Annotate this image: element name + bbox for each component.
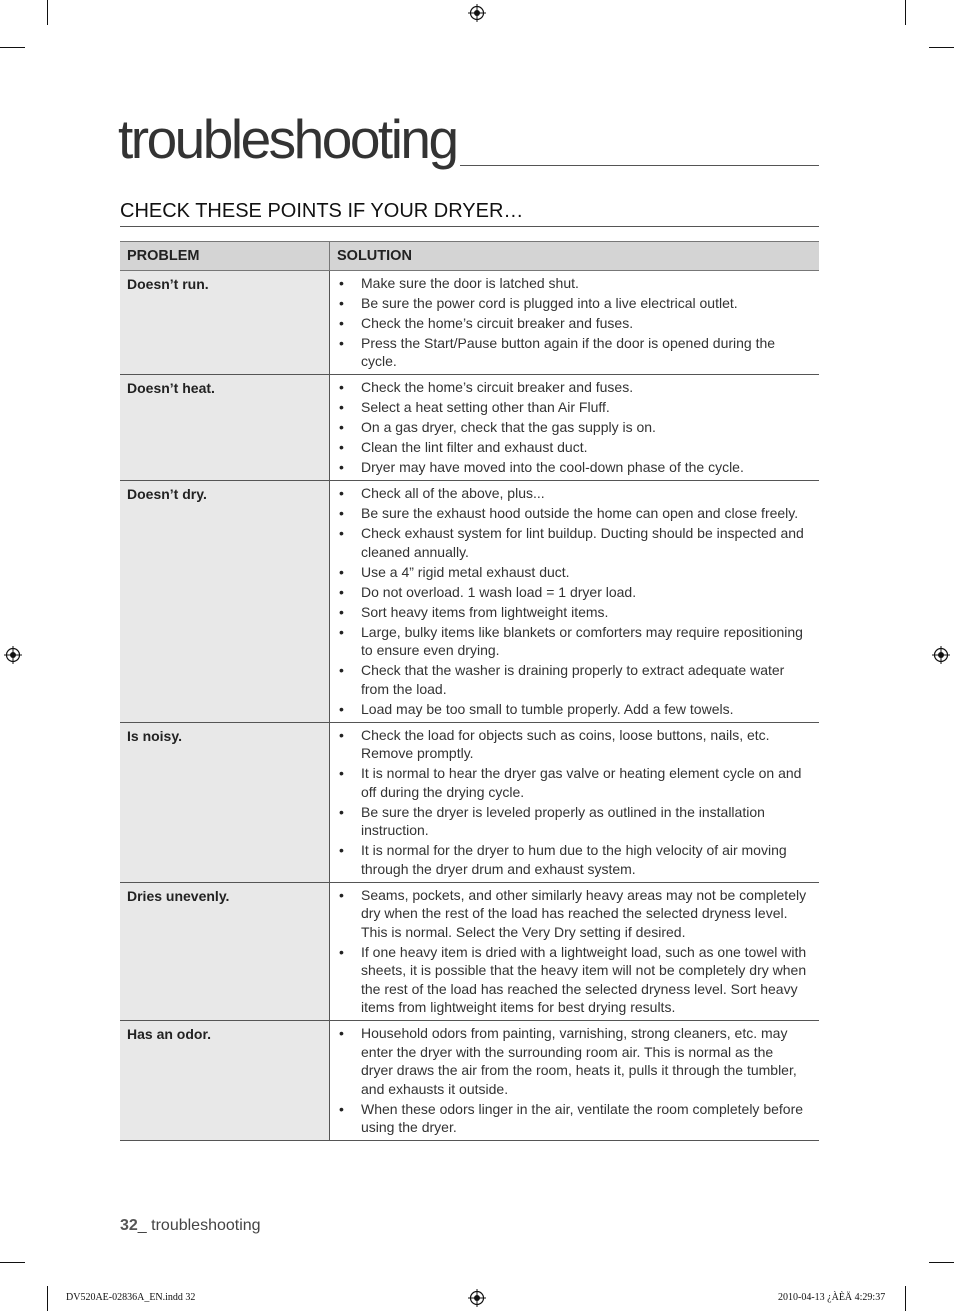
- list-item: • Household odors from painting, varnishing, strong cleaners, etc. may enter the dryer with the surrounding room air. This is normal as the dryer draws the air from the room, heats it, pulls it through the tumbler, and exhausts it outside.: [337, 1024, 807, 1098]
- section-heading: CHECK THESE POINTS IF YOUR DRYER…: [120, 200, 524, 222]
- registration-mark-icon: [4, 646, 22, 664]
- list-item: • Sort heavy items from lightweight items.: [337, 603, 807, 622]
- list-item: • Load may be too small to tumble properly. Add a few towels.: [337, 700, 807, 719]
- problem-cell: Has an odor.: [120, 1021, 330, 1141]
- list-item: • Press the Start/Pause button again if the door is opened during the cycle.: [337, 334, 807, 371]
- page-footer: [120, 1217, 261, 1235]
- list-item: • Seams, pockets, and other similarly heavy areas may not be completely dry when the rest of the load has reached the selected dryness level. This is normal. Select the Very Dry setting if desired.: [337, 886, 807, 942]
- solution-list: [337, 378, 807, 477]
- table-row: [120, 375, 819, 481]
- table-body: [120, 270, 819, 1141]
- solution-cell: [330, 1021, 820, 1141]
- list-item: • It is normal for the dryer to hum due to the high velocity of air moving through the dryer drum and exhaust system.: [337, 841, 807, 878]
- table-row: [120, 1021, 819, 1141]
- header-problem: PROBLEM: [120, 242, 330, 271]
- table-header-row: [120, 242, 819, 271]
- list-item: • Be sure the dryer is leveled properly as outlined in the installation instruction.: [337, 803, 807, 840]
- crop-mark: [905, 0, 906, 25]
- problem-cell: Doesn’t heat.: [120, 375, 330, 481]
- list-item: • Do not overload. 1 wash load = 1 dryer load.: [337, 583, 807, 602]
- table-row: [120, 722, 819, 882]
- problem-cell: Dries unevenly.: [120, 882, 330, 1021]
- footer-section-label: _ troubleshooting: [137, 1217, 261, 1234]
- list-item: • Use a 4” rigid metal exhaust duct.: [337, 563, 807, 582]
- solution-cell: [330, 722, 820, 882]
- list-item: • Check the home’s circuit breaker and fuses.: [337, 314, 807, 333]
- list-item: • On a gas dryer, check that the gas supply is on.: [337, 418, 807, 437]
- list-item: • Dryer may have moved into the cool-down phase of the cycle.: [337, 458, 807, 477]
- print-slug-file: DV520AE-02836A_EN.indd 32: [66, 1292, 196, 1303]
- problem-cell: Is noisy.: [120, 722, 330, 882]
- list-item: • Check all of the above, plus...: [337, 484, 807, 503]
- list-item: • If one heavy item is dried with a lightweight load, such as one towel with sheets, it is possible that the heavy item will not be completely dry when the rest of the load has reached the selected dryness level. Sort heavy items from lightweight items for best drying results.: [337, 943, 807, 1017]
- list-item: • Select a heat setting other than Air Fluff.: [337, 398, 807, 417]
- crop-mark: [905, 1286, 906, 1311]
- header-solution: SOLUTION: [330, 242, 820, 271]
- list-item: • Check the load for objects such as coins, loose buttons, nails, etc. Remove promptly.: [337, 726, 807, 763]
- list-item: • Check that the washer is draining properly to extract adequate water from the load.: [337, 661, 807, 698]
- list-item: • Be sure the power cord is plugged into a live electrical outlet.: [337, 294, 807, 313]
- list-item: • When these odors linger in the air, ventilate the room completely before using the dryer.: [337, 1100, 807, 1137]
- section-rule: [120, 226, 819, 227]
- title-rule: [460, 165, 819, 166]
- crop-mark: [929, 1262, 954, 1263]
- registration-mark-icon: [468, 4, 486, 22]
- list-item: • Check the home’s circuit breaker and fuses.: [337, 378, 807, 397]
- list-item: • Make sure the door is latched shut.: [337, 274, 807, 293]
- solution-cell: [330, 882, 820, 1021]
- problem-cell: Doesn’t run.: [120, 270, 330, 375]
- registration-mark-icon: [932, 646, 950, 664]
- page-title: troubleshooting: [118, 108, 457, 170]
- solution-list: [337, 274, 807, 371]
- list-item: • Clean the lint filter and exhaust duct.: [337, 438, 807, 457]
- solution-cell: [330, 270, 820, 375]
- list-item: • Be sure the exhaust hood outside the home can open and close freely.: [337, 504, 807, 523]
- crop-mark: [47, 0, 48, 25]
- crop-mark: [0, 47, 25, 48]
- solution-cell: [330, 375, 820, 481]
- solution-list: [337, 726, 807, 879]
- troubleshooting-table: [120, 241, 819, 1141]
- list-item: • Large, bulky items like blankets or comforters may require repositioning to ensure even drying.: [337, 623, 807, 660]
- crop-mark: [0, 1262, 25, 1263]
- registration-mark-icon: [468, 1289, 486, 1307]
- table-row: [120, 270, 819, 375]
- solution-list: [337, 484, 807, 718]
- print-slug-timestamp: 2010-04-13 ¿ÀÈÄ 4:29:37: [778, 1292, 886, 1303]
- page-number: 32: [120, 1217, 138, 1234]
- table-row: [120, 882, 819, 1021]
- list-item: • Check exhaust system for lint buildup. Ducting should be inspected and cleaned annually.: [337, 524, 807, 561]
- crop-mark: [47, 1286, 48, 1311]
- problem-cell: Doesn’t dry.: [120, 481, 330, 723]
- solution-list: [337, 886, 807, 1017]
- list-item: • It is normal to hear the dryer gas valve or heating element cycle on and off during the drying cycle.: [337, 764, 807, 801]
- solution-cell: [330, 481, 820, 723]
- table-row: [120, 481, 819, 723]
- crop-mark: [929, 47, 954, 48]
- solution-list: [337, 1024, 807, 1137]
